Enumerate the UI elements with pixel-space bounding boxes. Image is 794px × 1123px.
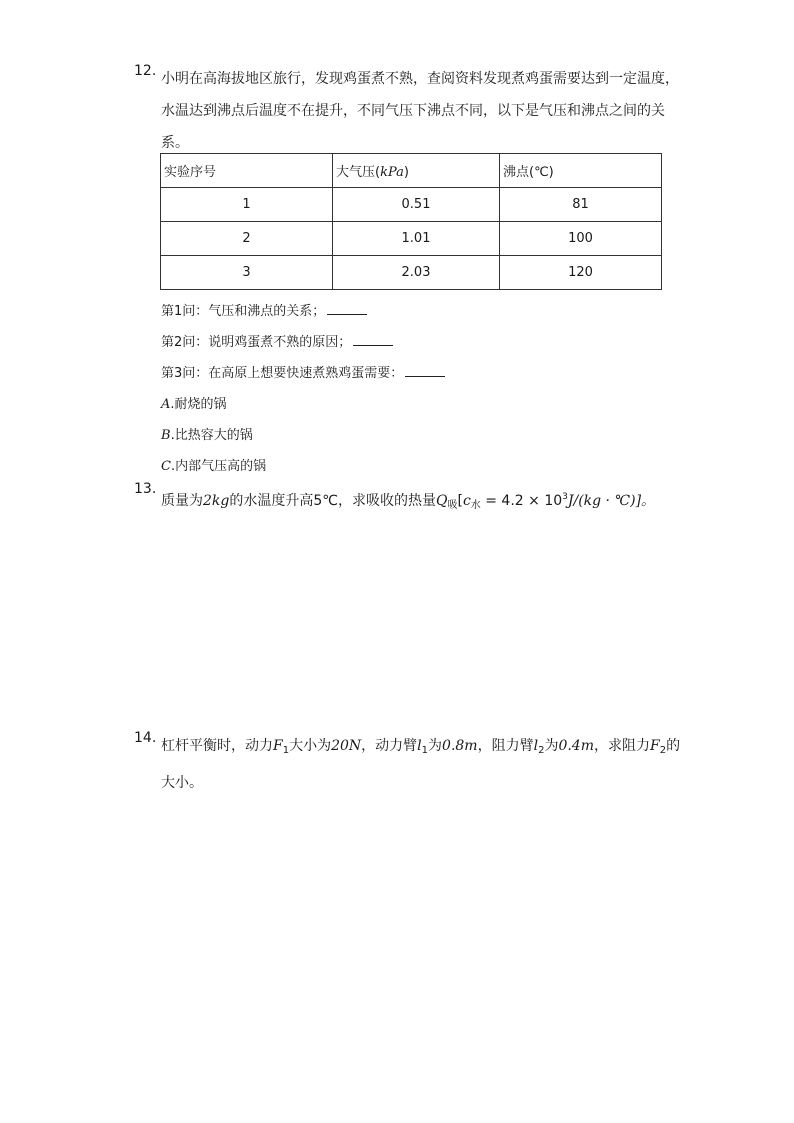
question-stem (161, 481, 674, 522)
question-number: 12. (134, 63, 157, 79)
pressure-boiling-table (160, 153, 662, 290)
table-header-row (161, 154, 662, 188)
stem-line: 水温达到沸点后温度不在提升，不同气压下沸点不同，以下是气压和沸点之间的关 (161, 103, 665, 119)
question-stem (161, 63, 679, 159)
table-cell: 120 (500, 256, 662, 290)
stem-line: 系。 (161, 135, 189, 151)
table-cell: 81 (500, 188, 662, 222)
sub-question-3: 第3问：在高原上想要快速煮熟鸡蛋需要： (161, 362, 445, 381)
table-row (161, 256, 662, 290)
header-cell: 沸点(℃) (500, 154, 662, 188)
table-cell: 3 (161, 256, 333, 290)
question-stem (161, 730, 681, 799)
option-c[interactable]: C.内部气压高的锅 (161, 459, 267, 474)
stem-line: 杠杆平衡时，动力$F_1$大小为20N，动力臂$l_1$为0.8m，阻力臂$l_2$为0.4m，求阻力$F_2$的 (161, 738, 681, 756)
stem-line: 质量为2kg的水温度升高5℃，求吸收的热量$Q_吸[c_水 = 4.2 \times 10^3J/(kg$ · ℃)]。 (161, 492, 656, 511)
table-cell: 1 (161, 188, 333, 222)
question-number: 13. (134, 481, 157, 497)
header-cell: 大气压(kPa) (333, 154, 500, 188)
table-row (161, 188, 662, 222)
option-a[interactable]: A.耐烧的锅 (161, 397, 227, 412)
sub-question-2: 第2问：说明鸡蛋煮不熟的原因； (161, 331, 393, 350)
table-row (161, 222, 662, 256)
stem-line: 小明在高海拔地区旅行，发现鸡蛋煮不熟，查阅资料发现煮鸡蛋需要达到一定温度， (161, 71, 679, 87)
question-number: 14. (134, 730, 157, 746)
table-cell: 1.01 (333, 222, 500, 256)
table-cell: 0.51 (333, 188, 500, 222)
option-b[interactable]: B.比热容大的锅 (161, 428, 253, 443)
answer-blank[interactable] (353, 333, 393, 346)
answer-blank[interactable] (327, 302, 367, 315)
table-cell: 100 (500, 222, 662, 256)
table-cell: 2 (161, 222, 333, 256)
answer-blank[interactable] (405, 364, 445, 377)
header-cell: 实验序号 (161, 154, 333, 188)
question-14 (134, 730, 681, 799)
stem-line: 大小。 (161, 775, 203, 791)
question-12 (134, 63, 679, 159)
table-cell: 2.03 (333, 256, 500, 290)
sub-question-1: 第1问：气压和沸点的关系； (161, 300, 367, 319)
question-13 (134, 481, 674, 522)
